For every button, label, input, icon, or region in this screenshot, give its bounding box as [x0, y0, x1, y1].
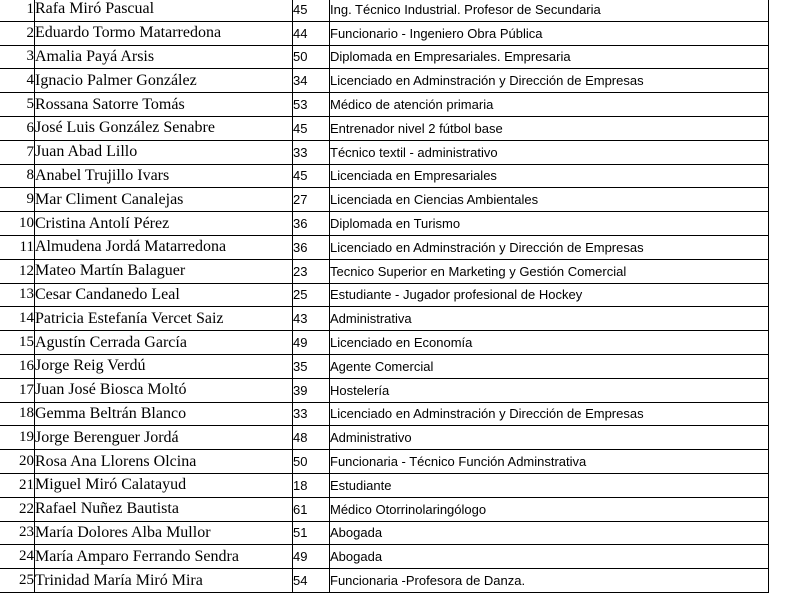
age-cell: 45 [293, 0, 330, 21]
row-number-cell: 11 [0, 235, 35, 259]
profession-cell: Licenciado en Economía [330, 331, 769, 355]
name-cell: Cristina Antolí Pérez [35, 212, 293, 236]
profession-cell: Tecnico Superior en Marketing y Gestión Comercial [330, 259, 769, 283]
table-row [0, 45, 769, 69]
profession-cell: Diplomada en Turismo [330, 212, 769, 236]
age-cell: 18 [293, 473, 330, 497]
table-row [0, 140, 769, 164]
table-row [0, 402, 769, 426]
row-number-cell: 22 [0, 497, 35, 521]
age-cell: 45 [293, 164, 330, 188]
table-row [0, 378, 769, 402]
row-number-cell: 18 [0, 402, 35, 426]
name-cell: Cesar Candanedo Leal [35, 283, 293, 307]
name-cell: Amalia Payá Arsis [35, 45, 293, 69]
age-cell: 50 [293, 450, 330, 474]
name-cell: Miguel Miró Calatayud [35, 473, 293, 497]
row-number-cell: 25 [0, 569, 35, 593]
name-cell: Jorge Berenguer Jordá [35, 426, 293, 450]
profession-cell: Abogada [330, 545, 769, 569]
table-row [0, 0, 769, 21]
profession-cell: Ing. Técnico Industrial. Profesor de Secundaria [330, 0, 769, 21]
table-row [0, 545, 769, 569]
table-row [0, 497, 769, 521]
name-cell: Juan José Biosca Moltó [35, 378, 293, 402]
name-cell: Juan Abad Lillo [35, 140, 293, 164]
name-cell: Almudena Jordá Matarredona [35, 235, 293, 259]
row-number-cell: 10 [0, 212, 35, 236]
age-cell: 23 [293, 259, 330, 283]
table-row [0, 235, 769, 259]
table-row [0, 212, 769, 236]
table-row [0, 521, 769, 545]
age-cell: 49 [293, 545, 330, 569]
row-number-cell: 5 [0, 93, 35, 117]
table-row [0, 473, 769, 497]
name-cell: Rafael Nuñez Bautista [35, 497, 293, 521]
profession-cell: Administrativa [330, 307, 769, 331]
row-number-cell: 13 [0, 283, 35, 307]
name-cell: Eduardo Tormo Matarredona [35, 21, 293, 45]
profession-cell: Estudiante - Jugador profesional de Hockey [330, 283, 769, 307]
name-cell: Anabel Trujillo Ivars [35, 164, 293, 188]
name-cell: Rossana Satorre Tomás [35, 93, 293, 117]
profession-cell: Licenciada en Empresariales [330, 164, 769, 188]
profession-cell: Licenciado en Adminstración y Dirección de Empresas [330, 235, 769, 259]
table-row [0, 93, 769, 117]
table-row [0, 331, 769, 355]
name-cell: María Amparo Ferrando Sendra [35, 545, 293, 569]
row-number-cell: 2 [0, 21, 35, 45]
profession-cell: Técnico textil - administrativo [330, 140, 769, 164]
row-number-cell: 14 [0, 307, 35, 331]
name-cell: Mar Climent Canalejas [35, 188, 293, 212]
row-number-cell: 21 [0, 473, 35, 497]
profession-cell: Estudiante [330, 473, 769, 497]
age-cell: 36 [293, 212, 330, 236]
age-cell: 27 [293, 188, 330, 212]
profession-cell: Médico Otorrinolaringólogo [330, 497, 769, 521]
profession-cell: Entrenador nivel 2 fútbol base [330, 116, 769, 140]
age-cell: 51 [293, 521, 330, 545]
row-number-cell: 23 [0, 521, 35, 545]
profession-cell: Funcionaria - Técnico Función Adminstrativa [330, 450, 769, 474]
table-row [0, 188, 769, 212]
row-number-cell: 9 [0, 188, 35, 212]
row-number-cell: 7 [0, 140, 35, 164]
table-row [0, 69, 769, 93]
profession-cell: Licenciado en Adminstración y Dirección de Empresas [330, 69, 769, 93]
row-number-cell: 20 [0, 450, 35, 474]
age-cell: 33 [293, 140, 330, 164]
table-row [0, 426, 769, 450]
row-number-cell: 19 [0, 426, 35, 450]
age-cell: 44 [293, 21, 330, 45]
table-row [0, 259, 769, 283]
name-cell: Mateo Martín Balaguer [35, 259, 293, 283]
name-cell: Gemma Beltrán Blanco [35, 402, 293, 426]
age-cell: 61 [293, 497, 330, 521]
name-cell: Rafa Miró Pascual [35, 0, 293, 21]
age-cell: 36 [293, 235, 330, 259]
profession-cell: Administrativo [330, 426, 769, 450]
row-number-cell: 17 [0, 378, 35, 402]
row-number-cell: 16 [0, 354, 35, 378]
table-row [0, 283, 769, 307]
age-cell: 45 [293, 116, 330, 140]
row-number-cell: 1 [0, 0, 35, 21]
profession-cell: Médico de atención primaria [330, 93, 769, 117]
profession-cell: Licenciada en Ciencias Ambientales [330, 188, 769, 212]
row-number-cell: 6 [0, 116, 35, 140]
row-number-cell: 24 [0, 545, 35, 569]
profession-cell: Licenciado en Adminstración y Dirección de Empresas [330, 402, 769, 426]
row-number-cell: 8 [0, 164, 35, 188]
table-row [0, 450, 769, 474]
name-cell: Patricia Estefanía Vercet Saiz [35, 307, 293, 331]
row-number-cell: 3 [0, 45, 35, 69]
table-row [0, 116, 769, 140]
name-cell: Jorge Reig Verdú [35, 354, 293, 378]
row-number-cell: 15 [0, 331, 35, 355]
table-row [0, 354, 769, 378]
age-cell: 48 [293, 426, 330, 450]
name-cell: Trinidad María Miró Mira [35, 569, 293, 593]
age-cell: 33 [293, 402, 330, 426]
age-cell: 35 [293, 354, 330, 378]
age-cell: 34 [293, 69, 330, 93]
name-cell: Ignacio Palmer González [35, 69, 293, 93]
name-cell: Agustín Cerrada García [35, 331, 293, 355]
age-cell: 25 [293, 283, 330, 307]
name-cell: José Luis González Senabre [35, 116, 293, 140]
profession-cell: Hostelería [330, 378, 769, 402]
age-cell: 53 [293, 93, 330, 117]
age-cell: 50 [293, 45, 330, 69]
name-cell: María Dolores Alba Mullor [35, 521, 293, 545]
profession-cell: Funcionario - Ingeniero Obra Pública [330, 21, 769, 45]
row-number-cell: 4 [0, 69, 35, 93]
table-row [0, 307, 769, 331]
profession-cell: Abogada [330, 521, 769, 545]
row-number-cell: 12 [0, 259, 35, 283]
profession-cell: Agente Comercial [330, 354, 769, 378]
profession-cell: Funcionaria -Profesora de Danza. [330, 569, 769, 593]
age-cell: 39 [293, 378, 330, 402]
age-cell: 43 [293, 307, 330, 331]
table-row [0, 21, 769, 45]
table-row [0, 569, 769, 593]
table-row [0, 164, 769, 188]
profession-cell: Diplomada en Empresariales. Empresaria [330, 45, 769, 69]
name-cell: Rosa Ana Llorens Olcina [35, 450, 293, 474]
age-cell: 49 [293, 331, 330, 355]
age-cell: 54 [293, 569, 330, 593]
